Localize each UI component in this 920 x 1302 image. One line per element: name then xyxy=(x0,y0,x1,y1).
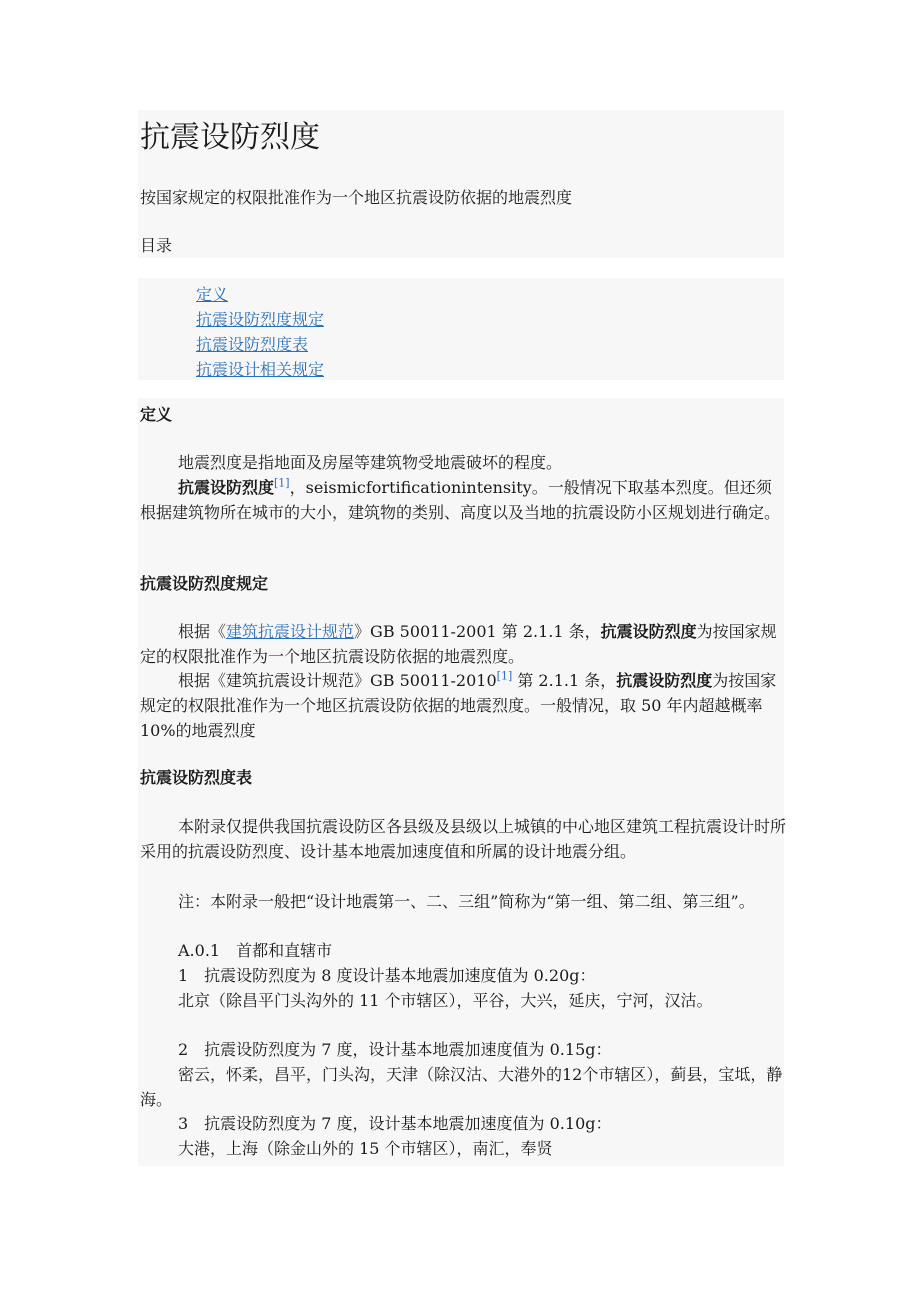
list-item xyxy=(196,357,324,382)
table-paragraph-3: A.0.1 首都和直辖市 xyxy=(178,941,333,960)
subtitle: 按国家规定的权限批准作为一个地区抗震设防依据的地震烈度 xyxy=(140,188,573,207)
list-item xyxy=(196,282,324,307)
table-paragraph-9: 大港，上海（除金山外的 15 个市辖区），南汇，奉贤 xyxy=(178,1139,553,1158)
rules-text: 根据《 xyxy=(178,622,227,641)
term-bold: 抗震设防烈度 xyxy=(616,671,713,690)
definition-paragraph-2 xyxy=(140,475,786,525)
table-paragraph-8: 3 抗震设防烈度为 7 度，设计基本地震加速度值为 0.10g： xyxy=(178,1114,612,1133)
section-heading-definition: 定义 xyxy=(140,405,173,424)
list-item xyxy=(196,307,324,332)
toc-link-rules[interactable]: 抗震设防烈度规定 xyxy=(196,310,325,329)
rules-paragraph-2 xyxy=(140,668,786,743)
table-paragraph-5: 北京（除昌平门头沟外的 11 个市辖区），平谷，大兴，延庆，宁河，汉沽。 xyxy=(178,991,713,1010)
rules-text: 为按国家规定的权限批准作为一个地区抗震设防依据的地震烈度。 xyxy=(140,622,777,666)
toc-list xyxy=(196,282,324,382)
rules-text: 第 2.1.1 条， xyxy=(512,671,617,690)
page-title: 抗震设防烈度 xyxy=(140,120,320,155)
definition-paragraph-1: 地震烈度是指地面及房屋等建筑物受地震破坏的程度。 xyxy=(178,453,563,472)
term-bold: 抗震设防烈度 xyxy=(600,622,697,641)
rules-text: 》GB 50011-2001 第 2.1.1 条， xyxy=(354,622,601,641)
reference-link[interactable]: [1] xyxy=(274,476,290,490)
definition-text: ，seismicfortificationintensity。一般情况下取基本烈度。但还须根据建筑物所在城市的大小，建筑物的类别、高度以及当地的抗震设防小区规划进行确定。 xyxy=(140,478,781,522)
table-paragraph-1: 本附录仅提供我国抗震设防区各县级及县级以上城镇的中心地区建筑工程抗震设计时所采用的抗震设防烈度、设计基本地震加速度值和所属的设计地震分组。 xyxy=(140,817,787,861)
toc-label: 目录 xyxy=(140,236,173,255)
table-paragraph-6: 2 抗震设防烈度为 7 度，设计基本地震加速度值为 0.15g： xyxy=(178,1040,612,1059)
reference-link[interactable]: [1] xyxy=(496,669,513,683)
table-paragraph-7: 密云，怀柔，昌平，门头沟，天津（除汉沽、大港外的12个市辖区），蓟县，宝坻，静海。 xyxy=(140,1065,783,1109)
table-paragraph-4: 1 抗震设防烈度为 8 度设计基本地震加速度值为 0.20g： xyxy=(178,966,596,985)
code-link[interactable]: 建筑抗震设计规范 xyxy=(226,622,355,641)
rules-paragraph-1 xyxy=(140,619,786,669)
section-heading-table: 抗震设防烈度表 xyxy=(140,768,253,787)
list-item xyxy=(196,332,324,357)
toc-link-design[interactable]: 抗震设计相关规定 xyxy=(196,360,325,379)
header-block xyxy=(138,110,784,258)
rules-text: 为按国家规定的权限批准作为一个地区抗震设防依据的地震烈度。一般情况，取 50 年内超越概率 10%的地震烈度 xyxy=(140,671,777,740)
toc-link-table[interactable]: 抗震设防烈度表 xyxy=(196,335,309,354)
table-paragraph-2: 注：本附录一般把“设计地震第一、二、三组”简称为“第一组、第二组、第三组”。 xyxy=(178,892,755,911)
content-block xyxy=(138,398,787,1166)
toc-link-definition[interactable]: 定义 xyxy=(196,285,229,304)
table-of-contents xyxy=(138,278,784,380)
term-bold: 抗震设防烈度 xyxy=(178,478,275,497)
section-heading-rules: 抗震设防烈度规定 xyxy=(140,574,269,593)
rules-text: 根据《建筑抗震设计规范》GB 50011-2010 xyxy=(178,671,497,690)
